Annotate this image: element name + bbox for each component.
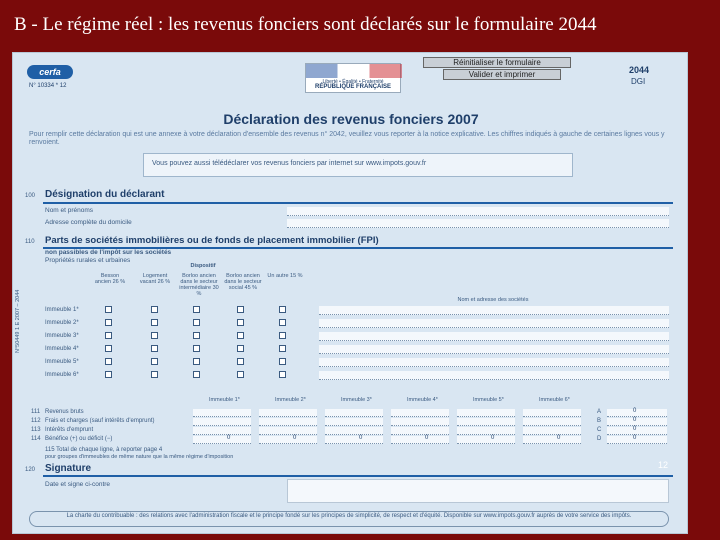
company-name-input[interactable] bbox=[319, 332, 669, 341]
section-120-title: Signature bbox=[45, 463, 92, 474]
republique-francaise-logo bbox=[305, 63, 401, 93]
section-110-code: 110 bbox=[25, 239, 35, 245]
side-reference-text: N°50449 1 E 2007 – 2044 bbox=[15, 289, 21, 353]
zero-value: 0 bbox=[491, 435, 495, 441]
dispositif-checkbox[interactable] bbox=[193, 345, 200, 352]
amount-input[interactable] bbox=[391, 409, 449, 417]
line-label: Frais et charges (sauf intérêts d'emprunt) bbox=[45, 418, 155, 424]
zero-value: 0 bbox=[633, 426, 637, 432]
zero-value: 0 bbox=[359, 435, 363, 441]
immeuble-row-label: Immeuble 6* bbox=[45, 372, 79, 378]
line-code: 114 bbox=[31, 436, 41, 442]
dispositif-checkbox[interactable] bbox=[105, 319, 112, 326]
dispositif-checkbox[interactable] bbox=[105, 306, 112, 313]
dispositif-checkbox[interactable] bbox=[105, 358, 112, 365]
amount-input[interactable] bbox=[457, 436, 515, 444]
company-name-input[interactable] bbox=[319, 345, 669, 354]
immeuble-row-label: Immeuble 4* bbox=[45, 346, 79, 352]
col-vacant: Logement vacant 26 % bbox=[139, 273, 171, 285]
validate-print-button[interactable]: Valider et imprimer bbox=[443, 69, 561, 80]
company-name-input[interactable] bbox=[319, 358, 669, 367]
section-100-title: Désignation du déclarant bbox=[45, 189, 165, 200]
section-110-sub-note: Propriétés rurales et urbaines bbox=[45, 257, 131, 264]
cerfa-number: N° 10334 * 12 bbox=[29, 83, 67, 89]
amount-input[interactable] bbox=[391, 436, 449, 444]
amount-input[interactable] bbox=[325, 409, 383, 417]
address-field-label: Adresse complète du domicile bbox=[45, 219, 132, 226]
line-code: 112 bbox=[31, 418, 41, 424]
dispositif-checkbox[interactable] bbox=[193, 371, 200, 378]
dispositif-checkbox[interactable] bbox=[151, 306, 158, 313]
zero-value: 0 bbox=[633, 417, 637, 423]
dispositif-checkbox[interactable] bbox=[237, 306, 244, 313]
total-amount-input[interactable] bbox=[607, 418, 667, 426]
section-divider bbox=[43, 475, 673, 477]
line-115-label: 115 Total de chaque ligne, à reporter page 4 bbox=[45, 447, 163, 453]
dispositif-checkbox[interactable] bbox=[279, 371, 286, 378]
immeuble-row-label: Immeuble 3* bbox=[45, 333, 79, 339]
col-autre: Un autre 15 % bbox=[267, 273, 303, 279]
dispositif-checkbox[interactable] bbox=[279, 358, 286, 365]
dispositif-label: Dispositif bbox=[190, 263, 216, 269]
dispositif-checkbox[interactable] bbox=[193, 319, 200, 326]
cerfa-logo: cerfa bbox=[27, 65, 73, 79]
company-name-input[interactable] bbox=[319, 319, 669, 328]
amount-input[interactable] bbox=[523, 436, 581, 444]
line-label: Bénéfice (+) ou déficit (−) bbox=[45, 436, 113, 442]
dispositif-checkbox[interactable] bbox=[151, 371, 158, 378]
teledeclaration-text: Vous pouvez aussi télédéclarer vos revenus fonciers par internet sur www.impots.gouv.fr bbox=[152, 160, 427, 167]
form-2044-sheet bbox=[12, 52, 688, 534]
amount-input[interactable] bbox=[391, 427, 449, 435]
total-amount-input[interactable] bbox=[607, 436, 667, 444]
form-number: 2044 bbox=[629, 65, 650, 75]
line-letter: B bbox=[597, 418, 602, 424]
dispositif-checkbox[interactable] bbox=[193, 332, 200, 339]
form-intro: Pour remplir cette déclaration qui est une annexe à votre déclaration d'ensemble des revenus n° 2042, veuillez vous reporter à la notice explicative. Les chiffres indiqués à gauche de certaines lignes vous y renvoient. bbox=[29, 131, 665, 146]
company-name-header: Nom et adresse des sociétés bbox=[457, 297, 529, 303]
dispositif-checkbox[interactable] bbox=[237, 358, 244, 365]
line-letter: D bbox=[597, 436, 602, 442]
amount-input[interactable] bbox=[523, 409, 581, 417]
amount-input[interactable] bbox=[457, 427, 515, 435]
col-borloo-intermediaire: Borloo ancien dans le secteur intermédiaire 30 % bbox=[179, 273, 219, 297]
dispositif-checkbox[interactable] bbox=[105, 345, 112, 352]
slide-title: B - Le régime réel : les revenus fonciers sont déclarés sur le formulaire 2044 bbox=[14, 14, 597, 35]
amount-input[interactable] bbox=[259, 409, 317, 417]
line-code: 111 bbox=[31, 409, 41, 415]
line-letter: A bbox=[597, 409, 602, 415]
total-amount-input[interactable] bbox=[607, 427, 667, 435]
immeuble-row-label: Immeuble 2* bbox=[45, 320, 79, 326]
amount-input[interactable] bbox=[193, 409, 251, 417]
amount-input[interactable] bbox=[523, 427, 581, 435]
amount-input[interactable] bbox=[523, 418, 581, 426]
col-besson: Besson ancien 26 % bbox=[94, 273, 126, 285]
section-100-code: 100 bbox=[25, 193, 36, 199]
zero-value: 0 bbox=[633, 435, 637, 441]
immeuble-column-header: Immeuble 1* bbox=[209, 397, 240, 403]
reset-form-button[interactable]: Réinitialiser le formulaire bbox=[423, 57, 571, 68]
form-org: DGI bbox=[631, 77, 646, 86]
tricolor-flag-icon bbox=[306, 64, 402, 78]
amount-input[interactable] bbox=[259, 418, 317, 426]
dispositif-checkbox[interactable] bbox=[237, 345, 244, 352]
page-number: 12 bbox=[658, 460, 669, 470]
amount-input[interactable] bbox=[325, 436, 383, 444]
dispositif-checkbox[interactable] bbox=[279, 332, 286, 339]
amount-input[interactable] bbox=[325, 427, 383, 435]
amount-input[interactable] bbox=[193, 436, 251, 444]
dispositif-checkbox[interactable] bbox=[279, 319, 286, 326]
dispositif-checkbox[interactable] bbox=[151, 345, 158, 352]
dispositif-checkbox[interactable] bbox=[151, 319, 158, 326]
section-divider bbox=[43, 202, 673, 204]
signature-field[interactable] bbox=[287, 479, 669, 503]
amount-input[interactable] bbox=[325, 418, 383, 426]
amount-input[interactable] bbox=[391, 418, 449, 426]
immeuble-column-header: Immeuble 5* bbox=[473, 397, 504, 403]
charter-footer bbox=[29, 511, 669, 527]
line-label: Intérêts d'emprunt bbox=[45, 427, 94, 433]
zero-value: 0 bbox=[293, 435, 297, 441]
rf-logo-motto: Liberté • Égalité • Fraternité bbox=[322, 79, 384, 85]
col-borloo-social: Borloo ancien dans le secteur social 45 % bbox=[224, 273, 262, 291]
dispositif-checkbox[interactable] bbox=[105, 371, 112, 378]
charter-text: La charte du contribuable : des relations avec l'administration fiscale et le principe fondé sur les principes de simplicité, de respect et d'équité. Disponible sur www.impots.gouv.fr auprès de votre service des impôts. bbox=[66, 513, 632, 519]
amount-input[interactable] bbox=[193, 427, 251, 435]
immeuble-column-header: Immeuble 6* bbox=[539, 397, 570, 403]
immeuble-row-label: Immeuble 5* bbox=[45, 359, 79, 365]
amount-input[interactable] bbox=[259, 427, 317, 435]
dispositif-checkbox[interactable] bbox=[151, 358, 158, 365]
dispositif-checkbox[interactable] bbox=[237, 332, 244, 339]
section-120-code: 120 bbox=[25, 467, 36, 473]
name-field[interactable] bbox=[287, 207, 669, 216]
dispositif-checkbox[interactable] bbox=[151, 332, 158, 339]
zero-value: 0 bbox=[557, 435, 561, 441]
address-field[interactable] bbox=[287, 219, 669, 228]
amount-input[interactable] bbox=[457, 418, 515, 426]
total-amount-input[interactable] bbox=[607, 409, 667, 417]
zero-value: 0 bbox=[425, 435, 429, 441]
teledeclaration-note bbox=[143, 153, 573, 177]
amount-input[interactable] bbox=[193, 418, 251, 426]
zero-value: 0 bbox=[227, 435, 231, 441]
signature-field-label: Date et signe ci-contre bbox=[45, 481, 111, 488]
company-name-input[interactable] bbox=[319, 306, 669, 315]
rf-logo-text: RÉPUBLIQUE FRANÇAISE bbox=[314, 84, 391, 90]
immeuble-column-header: Immeuble 3* bbox=[341, 397, 372, 403]
amount-input[interactable] bbox=[259, 436, 317, 444]
dispositif-checkbox[interactable] bbox=[193, 358, 200, 365]
immeuble-column-header: Immeuble 2* bbox=[275, 397, 306, 403]
form-title: Déclaration des revenus fonciers 2007 bbox=[223, 111, 479, 127]
dispositif-checkbox[interactable] bbox=[237, 319, 244, 326]
dispositif-checkbox[interactable] bbox=[279, 345, 286, 352]
immeuble-column-header: Immeuble 4* bbox=[407, 397, 438, 403]
line-code: 113 bbox=[31, 427, 41, 433]
line-115-note: pour groupes d'immeubles de même nature que la même régime d'imposition bbox=[45, 454, 234, 460]
dispositif-checkbox[interactable] bbox=[105, 332, 112, 339]
section-110-subtitle: non passibles de l'impôt sur les sociétés bbox=[45, 249, 172, 256]
zero-value: 0 bbox=[633, 408, 637, 414]
section-110-title: Parts de sociétés immobilières ou de fonds de placement immobilier (FPI) bbox=[45, 235, 379, 246]
dispositif-checkbox[interactable] bbox=[193, 306, 200, 313]
dispositif-checkbox[interactable] bbox=[279, 306, 286, 313]
line-letter: C bbox=[597, 427, 602, 433]
company-name-input[interactable] bbox=[319, 371, 669, 380]
line-label: Revenus bruts bbox=[45, 409, 84, 415]
dispositif-checkbox[interactable] bbox=[237, 371, 244, 378]
immeuble-row-label: Immeuble 1* bbox=[45, 307, 79, 313]
name-field-label: Nom et prénoms bbox=[45, 207, 94, 214]
amount-input[interactable] bbox=[457, 409, 515, 417]
